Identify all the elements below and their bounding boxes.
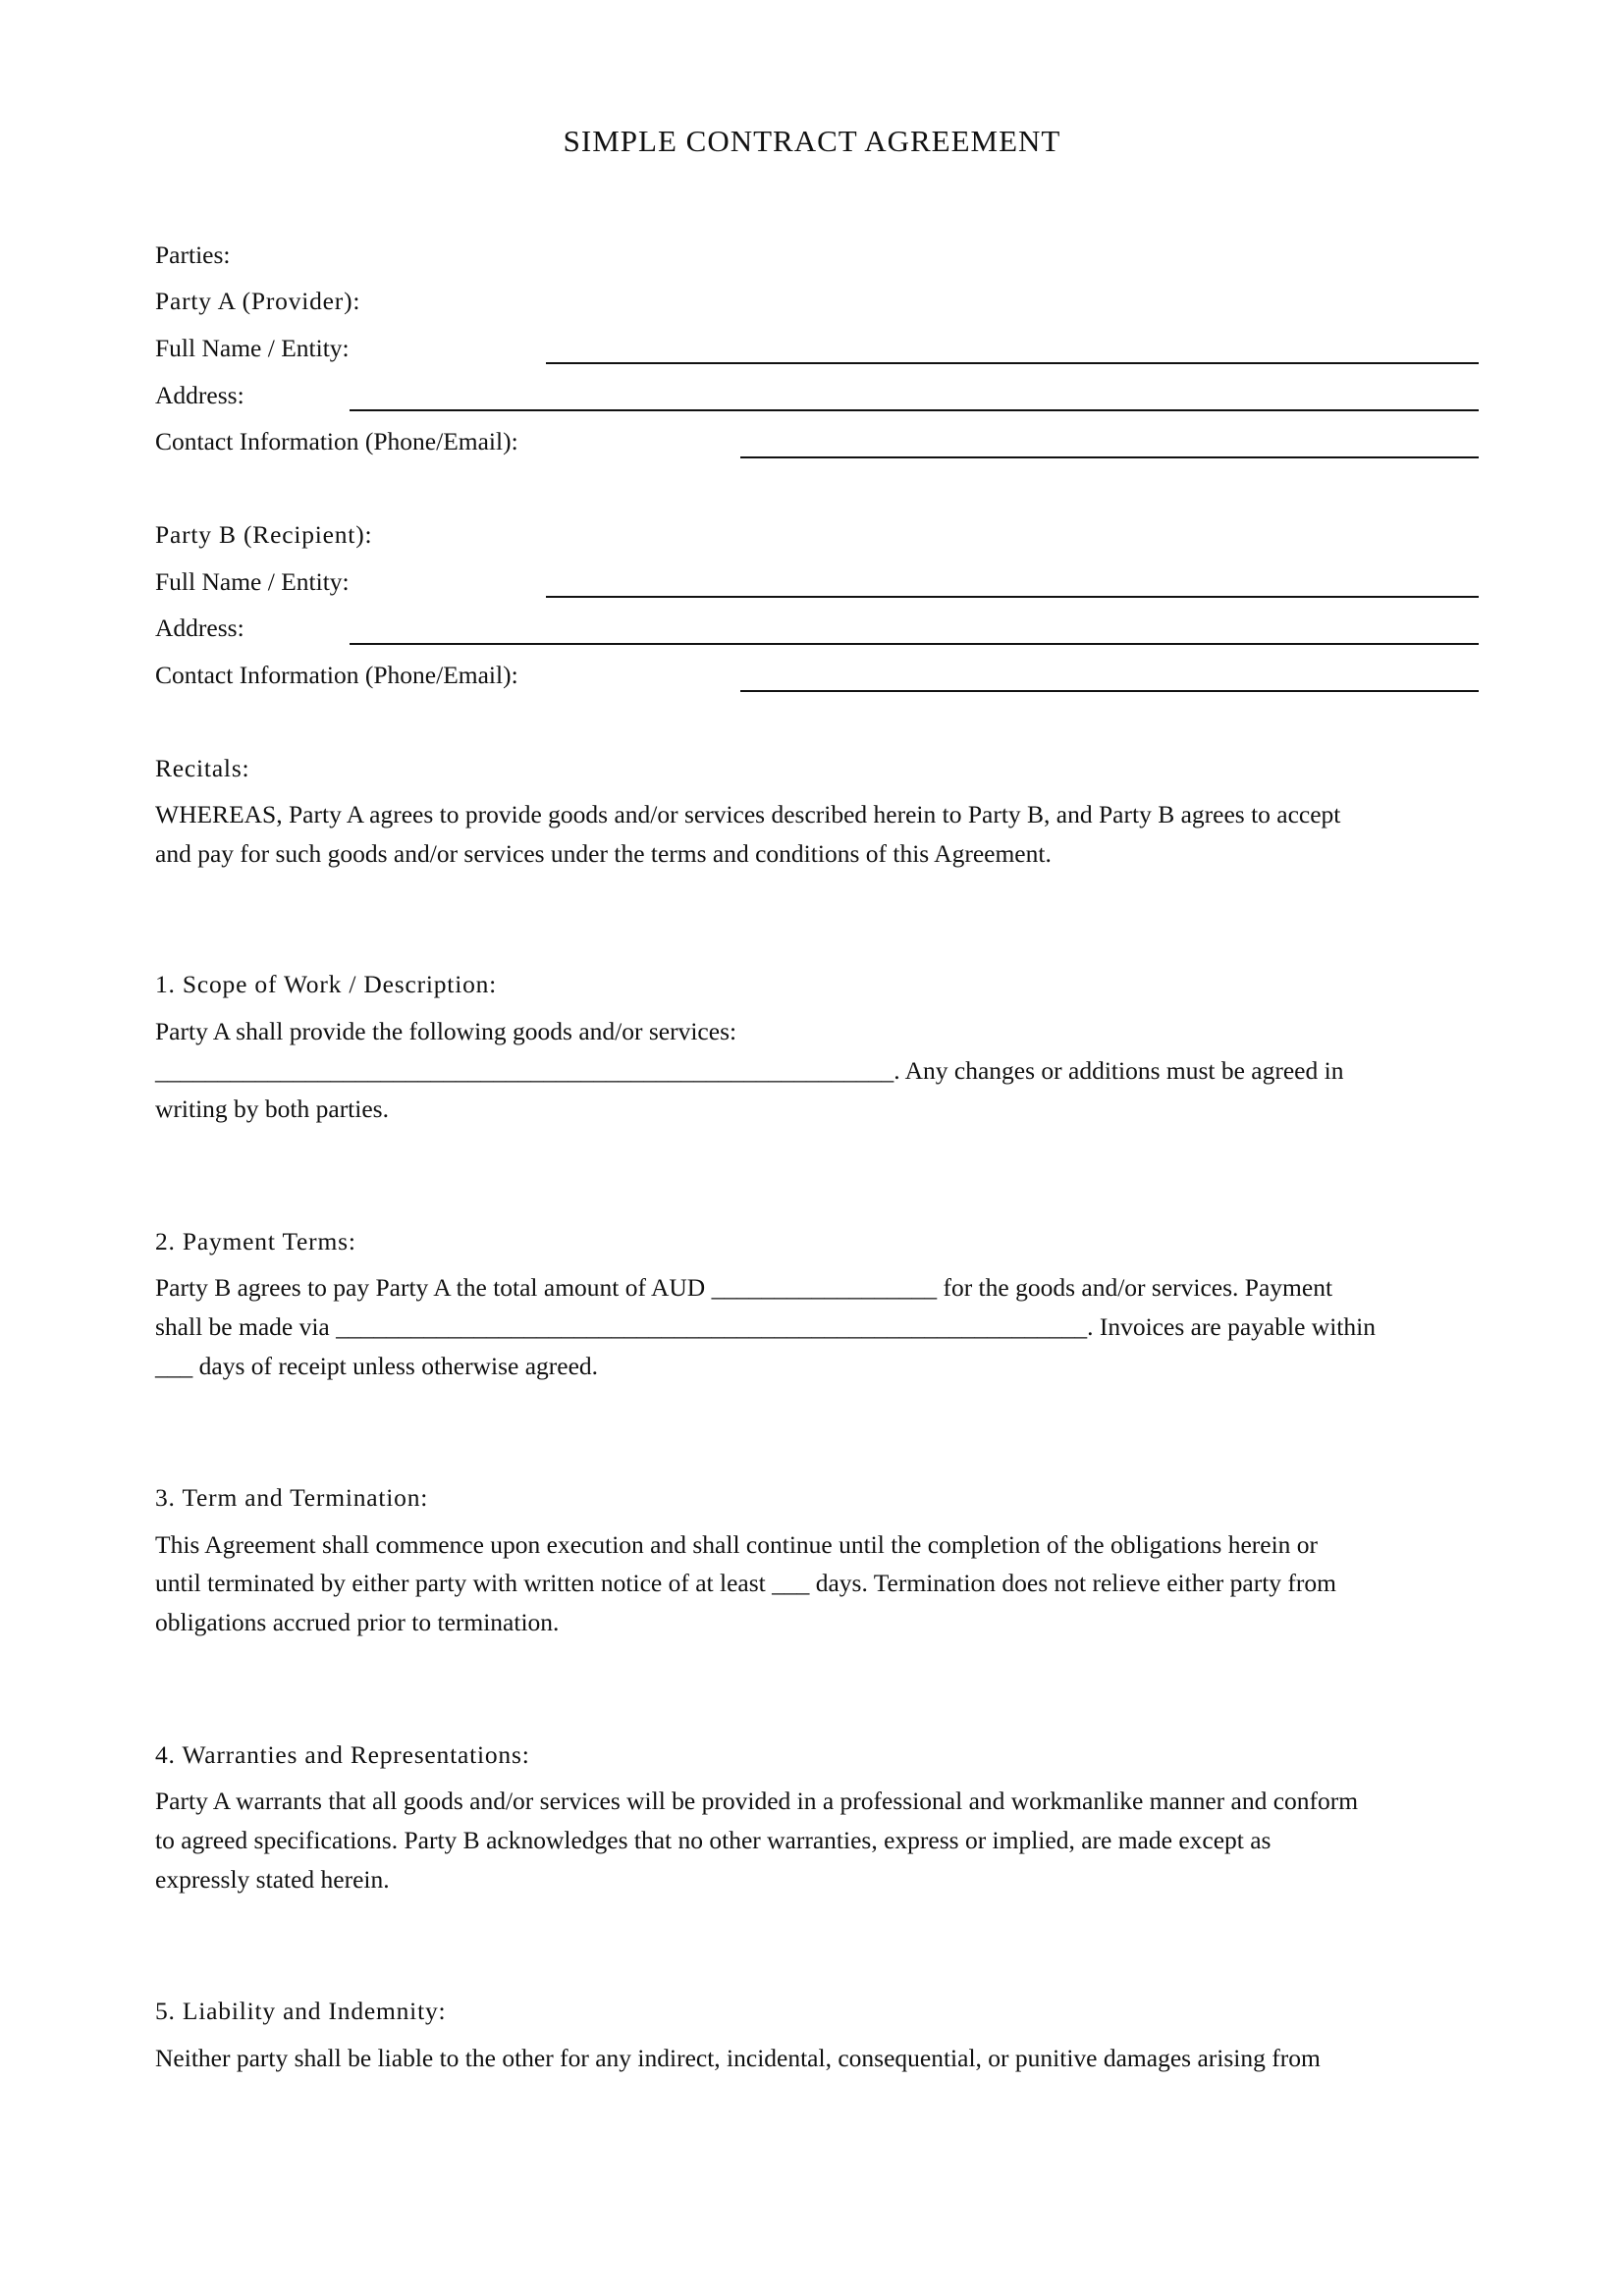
section-text-line: Party A warrants that all goods and/or services will be provided in a professional and workmanlike manner and conform xyxy=(155,1787,1359,1815)
section-text-line: Party B agrees to pay Party A the total amount of AUD __________________ for the goods and/or services. Payment xyxy=(155,1273,1333,1302)
section-heading-warranties: 4. Warranties and Representations: xyxy=(155,1740,530,1769)
party-a-name-label: Full Name / Entity: xyxy=(155,334,350,362)
section-text-line: ___ days of receipt unless otherwise agreed. xyxy=(155,1352,599,1380)
party-b-address-field[interactable] xyxy=(350,643,1479,645)
section-text-line: Neither party shall be liable to the other for any indirect, incidental, consequential, or punitive damages arising from xyxy=(155,2044,1321,2072)
section-heading-scope: 1. Scope of Work / Description: xyxy=(155,970,498,998)
recitals-text-line: and pay for such goods and/or services under the terms and conditions of this Agreement. xyxy=(155,839,1052,868)
party-b-heading: Party B (Recipient): xyxy=(155,520,373,549)
section-text-line: shall be made via ____________________________________________________________. Invoices are payable within xyxy=(155,1312,1376,1341)
document-title: SIMPLE CONTRACT AGREEMENT xyxy=(563,124,1061,158)
section-text-line: ___________________________________________________________. Any changes or additions must be agreed in xyxy=(155,1056,1344,1085)
section-text-line: until terminated by either party with written notice of at least ___ days. Termination does not relieve either party from xyxy=(155,1569,1336,1597)
recitals-text-line: WHEREAS, Party A agrees to provide goods and/or services described herein to Party B, and Party B agrees to accept xyxy=(155,800,1341,828)
parties-heading: Parties: xyxy=(155,240,231,269)
party-b-contact-label: Contact Information (Phone/Email): xyxy=(155,661,518,689)
section-text-line: expressly stated herein. xyxy=(155,1865,390,1894)
party-b-address-label: Address: xyxy=(155,614,244,642)
party-a-contact-field[interactable] xyxy=(740,456,1479,458)
section-text-line: This Agreement shall commence upon execution and shall continue until the completion of the obligations herein or xyxy=(155,1530,1319,1559)
section-heading-payment: 2. Payment Terms: xyxy=(155,1227,356,1255)
party-a-name-field[interactable] xyxy=(546,362,1479,364)
section-heading-liability: 5. Liability and Indemnity: xyxy=(155,1997,447,2025)
section-text-line: Party A shall provide the following goods and/or services: xyxy=(155,1017,737,1045)
party-b-name-field[interactable] xyxy=(546,596,1479,598)
party-a-heading: Party A (Provider): xyxy=(155,287,361,315)
recitals-heading: Recitals: xyxy=(155,754,250,782)
party-b-contact-field[interactable] xyxy=(740,690,1479,692)
section-text-line: to agreed specifications. Party B acknowledges that no other warranties, express or implied, are made except as xyxy=(155,1826,1272,1854)
party-a-address-field[interactable] xyxy=(350,409,1479,411)
party-b-name-label: Full Name / Entity: xyxy=(155,567,350,596)
party-a-contact-label: Contact Information (Phone/Email): xyxy=(155,427,518,455)
section-text-line: writing by both parties. xyxy=(155,1095,389,1123)
party-a-address-label: Address: xyxy=(155,381,244,409)
section-text-line: obligations accrued prior to termination. xyxy=(155,1608,560,1636)
section-heading-term: 3. Term and Termination: xyxy=(155,1483,429,1512)
